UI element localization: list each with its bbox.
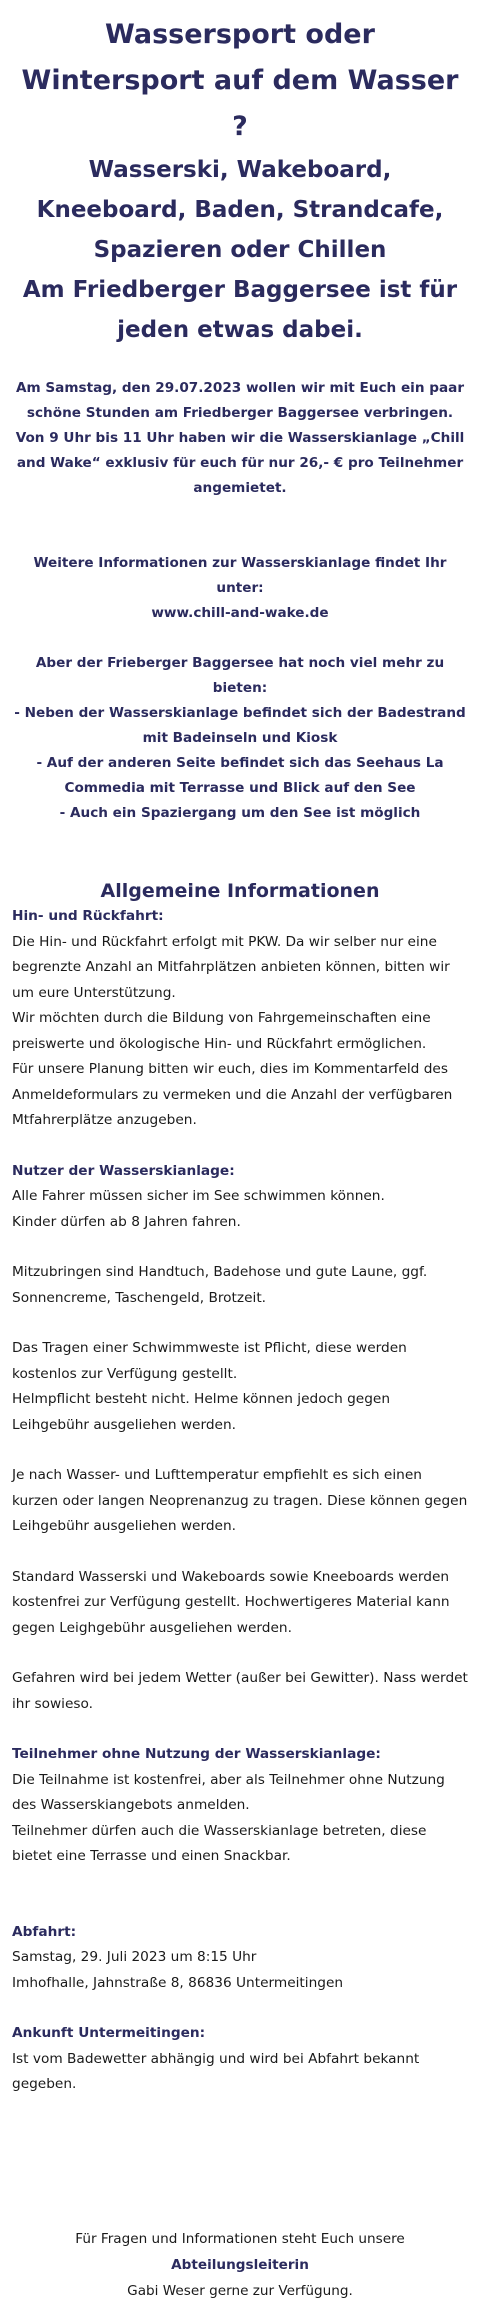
section-title: Allgemeine Informationen — [100, 880, 380, 902]
footer-text-after: Gabi Weser gerne zur Verfügung. — [127, 2282, 353, 2299]
hero-tagline: Am Friedberger Baggersee ist für jeden etwas dabei. — [22, 277, 458, 343]
travel-paragraph: Für unsere Planung bitten wir euch, dies im Kommentarfeld des Anmeldeformulars zu vermeken und die Anzahl der verfügbaren Mtfahrerplätze anzugeben. — [12, 1061, 453, 1128]
footer-text — [12, 2226, 468, 2304]
helmet-paragraph: Helmpflicht besteht nicht. Helme können jedoch gegen Leihgebühr ausgeliehen werden. — [12, 1391, 391, 1433]
nonusers-paragraph: Die Teilnahme ist kostenfrei, aber als Teilnehmer ohne Nutzung des Wasserskiangebots anmelden. — [12, 1771, 445, 1813]
users-paragraph: Kinder dürfen ab 8 Jahren fahren. — [12, 1213, 241, 1230]
arrival-label: Ankunft Untermeitingen: — [12, 2025, 206, 2041]
wetsuit-paragraph: Je nach Wasser- und Lufttemperatur empfiehlt es sich einen kurzen oder langen Neoprenanzug zu tragen. Diese können gegen Leihgebühr ausgeliehen werden. — [12, 1467, 468, 1534]
more-item: - Auch ein Spaziergang um den See ist möglich — [59, 805, 421, 821]
hero-subtitle: Wasserski, Wakeboard, Kneeboard, Baden, Strandcafe, Spazieren oder Chillen — [36, 157, 444, 263]
more-item: - Neben der Wasserskianlage befindet sich der Badestrand mit Badeinseln und Kiosk — [14, 705, 466, 746]
travel-paragraph: Die Hin- und Rückfahrt erfolgt mit PKW. Da wir selber nur eine begrenzte Anzahl an Mitfahrplätzen anbieten können, bitten wir um eure Unterstützung. — [12, 933, 450, 1001]
more-item: - Auf der anderen Seite befindet sich das Seehaus La Commedia mit Terrasse und Blick auf den See — [36, 755, 444, 796]
more-title: Aber der Frieberger Baggersee hat noch viel mehr zu bieten: — [35, 655, 445, 696]
travel-paragraph: Wir möchten durch die Bildung von Fahrgemeinschaften eine preiswerte und ökologische Hin- und Rückfahrt ermöglichen. — [12, 1010, 431, 1052]
vest-paragraph: Das Tragen einer Schwimmweste ist Pflicht, diese werden kostenlos zur Verfügung gestellt. — [12, 1340, 407, 1382]
users-paragraph: Alle Fahrer müssen sicher im See schwimmen können. — [12, 1188, 385, 1204]
footer-bold: Abteilungsleiterin — [171, 2256, 309, 2273]
departure-time: Samstag, 29. Juli 2023 um 8:15 Uhr — [12, 1949, 257, 1965]
info-url-link[interactable]: www.chill-and-wake.de — [151, 605, 329, 621]
info-line: Weitere Informationen zur Wasserskianlage findet Ihr unter: — [33, 555, 447, 596]
arrival-text: Ist vom Badewetter abhängig und wird bei Abfahrt bekannt gegeben. — [12, 2050, 420, 2092]
intro-rental-text: Von 9 Uhr bis 11 Uhr haben wir die Wasserskianlage „Chill and Wake“ exklusiv für euch für nur 26,- € pro Teilnehmer angemietet. — [15, 430, 465, 496]
footer-text-before: Für Fragen und Informationen steht Euch unsere — [75, 2230, 405, 2247]
bring-paragraph: Mitzubringen sind Handtuch, Badehose und gute Laune, ggf. Sonnencreme, Taschengeld, Brotzeit. — [12, 1264, 428, 1306]
travel-label: Hin- und Rückfahrt: — [12, 908, 164, 924]
users-label: Nutzer der Wasserskianlage: — [12, 1162, 235, 1179]
weather-paragraph: Gefahren wird bei jedem Wetter (außer bei Gewitter). Nass werdet ihr sowieso. — [12, 1670, 468, 1712]
nonusers-paragraph: Teilnehmer dürfen auch die Wasserskianlage betreten, diese bietet eine Terrasse und einen Snackbar. — [12, 1822, 427, 1864]
departure-label: Abfahrt: — [12, 1923, 77, 1940]
nonusers-label: Teilnehmer ohne Nutzung der Wasserskianlage: — [12, 1746, 381, 1762]
intro-date-text: Am Samstag, den 29.07.2023 wollen wir mit Euch ein paar schöne Stunden am Friedberger Baggersee verbringen. — [15, 380, 465, 421]
equipment-paragraph: Standard Wasserski und Wakeboards sowie Kneeboards werden kostenfrei zur Verfügung gestellt. Hochwertigeres Material kann gegen Leighgebühr ausgeliehen werden. — [12, 1568, 450, 1636]
hero-title: Wassersport oder Wintersport auf dem Wasser ? — [21, 19, 459, 142]
departure-place: Imhofhalle, Jahnstraße 8, 86836 Untermeitingen — [12, 1974, 344, 1991]
